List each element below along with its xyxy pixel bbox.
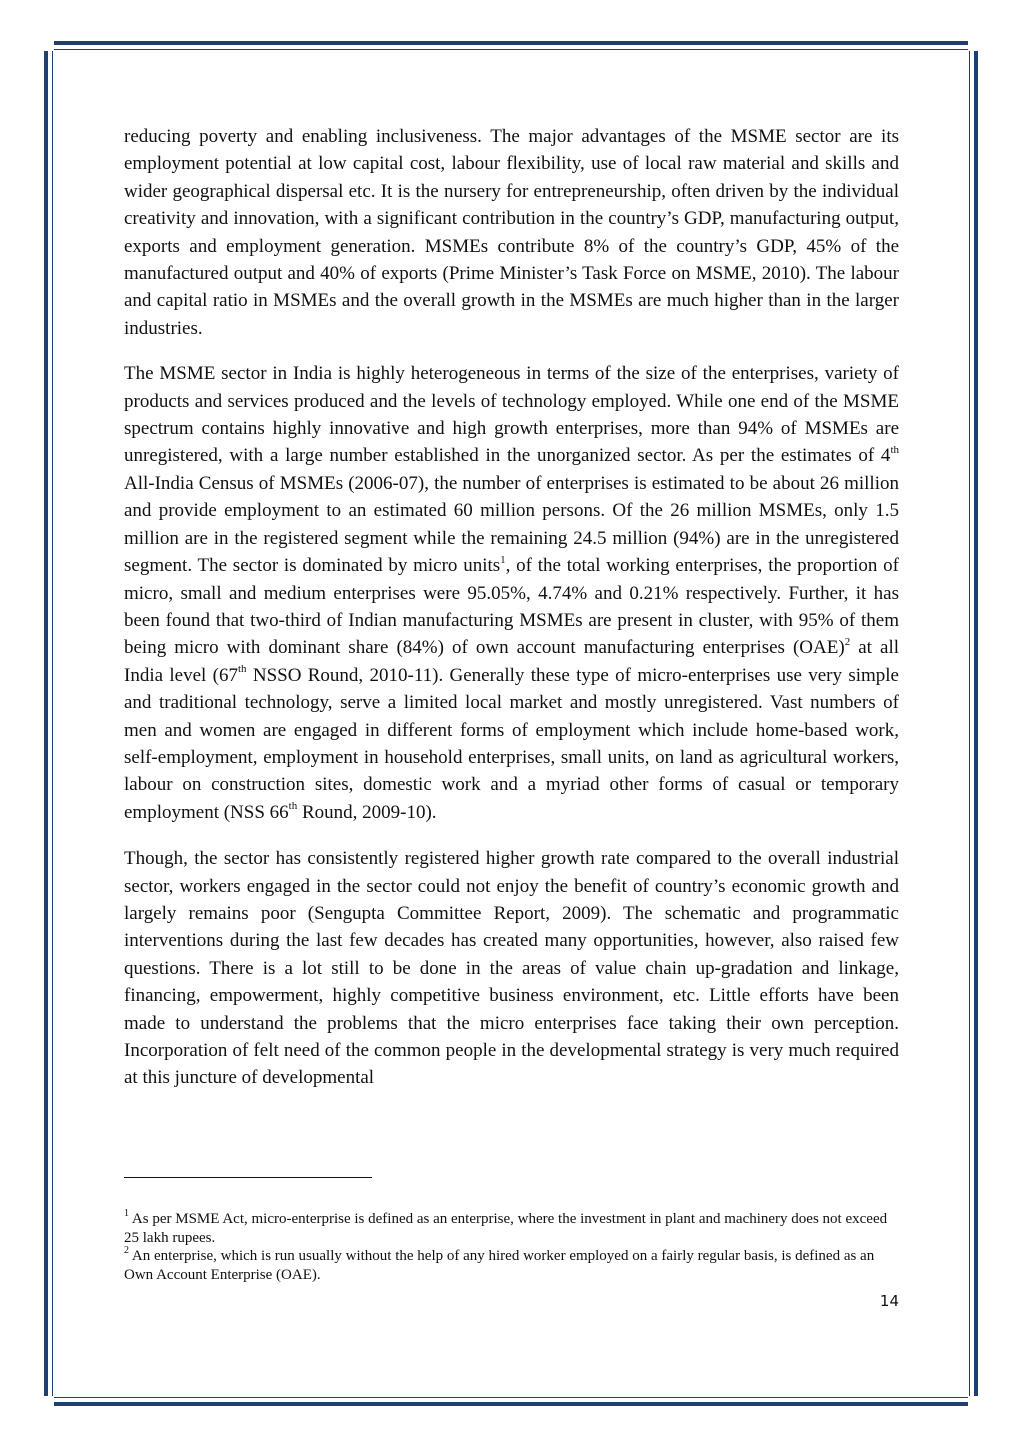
paragraph-growth-challenges (124, 845, 899, 1092)
body-text (124, 123, 899, 1110)
paragraph-text: NSSO Round, 2010-11). Generally these type of micro-enterprises use very simple and traditional technology, serve a limited local market and mostly unregistered. Vast numbers of men and women are engaged in different forms of employment which include home-based work, self-employment, employment in household enterprises, small units, on land as agricultural workers, labour on construction sites, domestic work and a myriad other forms of casual or temporary employment (NSS 66 (124, 664, 899, 823)
paragraph-msme-heterogeneity (124, 360, 899, 826)
border-corner-notch (40, 37, 54, 51)
footnote-text: An enterprise, which is run usually without the help of any hired worker employed on a fairly regular basis, is defined as an Own Account Enterprise (OAE). (124, 1248, 875, 1283)
footnote-mark: 2 (124, 1245, 129, 1256)
superscript: th (288, 800, 298, 813)
paragraph-text: reducing poverty and enabling inclusiveness. The major advantages of the MSME sector are its employment potential at low capital cost, labour flexibility, use of local raw material and skills and wider geographical dispersal etc. It is the nursery for entrepreneurship, often driven by the individual creativity and innovation, with a significant contribution in the country’s GDP, manufacturing output, exports and employment generation. MSMEs contribute 8% of the country’s GDP, 45% of the manufactured output and 40% of exports (Prime Minister’s Task Force on MSME, 2010). The labour and capital ratio in MSMEs and the overall growth in the MSMEs are much higher than in the larger industries. (124, 126, 899, 339)
footnote-ref-1[interactable]: 1 (500, 553, 506, 566)
page-number: 14 (879, 1292, 899, 1310)
border-corner-notch (968, 1396, 982, 1410)
footnote-separator (124, 1177, 372, 1178)
footnote-2 (124, 1247, 899, 1284)
paragraph-text: at all India level (67 (124, 637, 900, 686)
footnotes (124, 1210, 899, 1284)
footnote-mark: 1 (124, 1208, 129, 1219)
paragraph-msme-advantages (124, 123, 899, 342)
border-corner-notch (40, 1396, 54, 1410)
paragraph-text: The MSME sector in India is highly heterogeneous in terms of the size of the enterprises, variety of products and services produced and the levels of technology employed. While one end of the MSME spectrum contains highly innovative and high growth enterprises, more than 94% of MSMEs are unregistered, with a large number established in the unorganized sector. As per the estimates of 4 (124, 363, 899, 467)
paragraph-text: Round, 2009-10). (297, 801, 437, 823)
footnote-text: As per MSME Act, micro-enterprise is defined as an enterprise, where the investment in plant and machinery does not exceed 25 lakh rupees. (124, 1211, 888, 1246)
paragraph-text: Though, the sector has consistently registered higher growth rate compared to the overall industrial sector, workers engaged in the sector could not enjoy the benefit of country’s economic growth and largely remains poor (Sengupta Committee Report, 2009). The schematic and programmatic interventions during the last few decades has created many opportunities, however, also raised few questions. There is a lot still to be done in the areas of value chain up-gradation and linkage, financing, empowerment, highly competitive business environment, etc. Little efforts have been made to understand the problems that the micro enterprises face taking their own perception. Incorporation of felt need of the common people in the developmental strategy is very much required at this juncture of developmental (124, 848, 899, 1089)
superscript: th (237, 663, 247, 676)
footnote-1 (124, 1210, 899, 1247)
superscript: th (890, 444, 899, 457)
footnote-ref-2[interactable]: 2 (844, 635, 851, 648)
border-corner-notch (968, 37, 982, 51)
paragraph-text: All-India Census of MSMEs (2006-07), the number of enterprises is estimated to be about 26 million and provide employment to an estimated 60 million persons. Of the 26 million MSMEs, only 1.5 million are in the registered segment while the remaining 24.5 million (94%) are in the unregistered segment. The sector is dominated by micro units (124, 472, 899, 577)
paragraph-text: , of the total working enterprises, the proportion of micro, small and medium enterprises were 95.05%, 4.74% and 0.21% respectively. Further, it has been found that two-third of Indian manufacturing MSMEs are present in cluster, with 95% of them being micro with dominant share (84%) of own account manufacturing enterprises (OAE) (124, 555, 899, 659)
